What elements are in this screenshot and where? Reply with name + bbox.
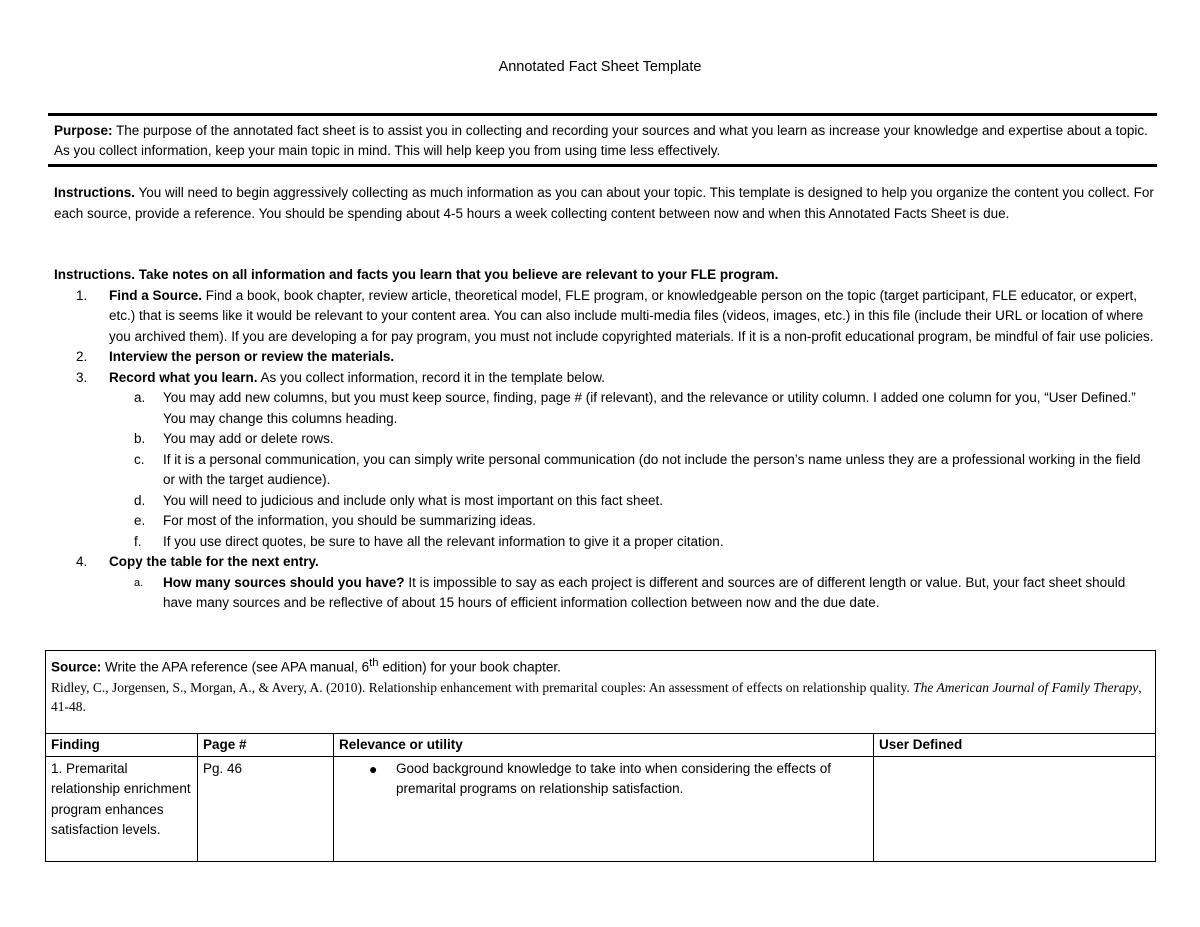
source-table	[45, 650, 1156, 862]
instructions-label: Instructions.	[54, 185, 136, 200]
list-item	[54, 286, 1154, 348]
purpose-text: The purpose of the annotated fact sheet is to assist you in collecting and recording your sources and what you learn as increase your knowledge and expertise about a topic. As you collect information, keep your main topic in mind. This will help keep you from using time less effectively.	[54, 123, 1148, 158]
sub-list-item	[109, 388, 1154, 429]
sub-list-letter: c.	[134, 451, 145, 467]
header-relevance: Relevance or utility	[334, 734, 874, 757]
sub-list-item	[109, 450, 1154, 491]
header-row	[46, 734, 1156, 757]
purpose-label: Purpose:	[54, 123, 113, 138]
list-item-label: Copy the table for the next entry.	[109, 554, 319, 569]
source-row	[46, 651, 1156, 734]
list-item-text: As you collect information, record it in the template below.	[257, 369, 605, 385]
instructions-list	[54, 286, 1154, 614]
header-finding: Finding	[46, 734, 198, 757]
page-cell[interactable]: Pg. 46	[198, 756, 334, 861]
source-instruction	[51, 653, 1150, 678]
sub-list-letter: f.	[134, 533, 142, 549]
header-page: Page #	[198, 734, 334, 757]
list-number: 3.	[76, 369, 88, 385]
citation-pages: , 41-48.	[51, 680, 1142, 714]
source-label: Source:	[51, 659, 102, 675]
relevance-text: Good background knowledge to take into when considering the effects of premarital programs on relationship satisfaction.	[396, 760, 832, 796]
sub-list-text: For most of the information, you should be summarizing ideas.	[163, 513, 536, 528]
sub-list-text: It is impossible to say as each project is different and sources are of different length or value. But, your fact sheet should have many sources and be reflective of about 15 hours of efficient information collection between now and the due date.	[163, 574, 1126, 610]
bullet-icon: ●	[369, 760, 378, 777]
instructions-list-section	[54, 265, 1154, 614]
list-item-label: Interview the person or review the materials.	[109, 349, 395, 364]
finding-cell[interactable]: 1. Premarital relationship enrichment program enhances satisfaction levels.	[46, 756, 198, 861]
sub-list-letter: d.	[134, 492, 146, 508]
list-item-text: Find a book, book chapter, review article, theoretical model, FLE program, or knowledgeable person on the topic (target participant, FLE educator, or expert, etc.) that is seems like it would be relevant to your content area. You can also include multi-media files (videos, images, etc.) in this file (include their URL or location of where you archived them). If you are developing a for pay program, you must not include copyrighted materials. If it is a non-profit educational program, be mindful of fair use policies.	[109, 287, 1154, 344]
sub-list-text: You may add or delete rows.	[163, 431, 334, 446]
sub-list-label: How many sources should you have?	[163, 574, 405, 590]
instructions-heading: Instructions. Take notes on all information and facts you learn that you believe are relevant to your FLE program.	[54, 267, 779, 282]
sub-list-item	[109, 573, 1154, 614]
list-number: 1.	[76, 287, 88, 303]
purpose-section	[48, 113, 1157, 167]
source-cell[interactable]	[46, 651, 1156, 734]
citation-text: Ridley, C., Jorgensen, S., Morgan, A., & Avery, A. (2010). Relationship enhancement with premarital couples: An assessment of effects on relationship quality.	[51, 680, 914, 695]
list-item	[54, 368, 1154, 553]
sub-list-letter: e.	[134, 513, 146, 528]
source-text: Write the APA reference (see APA manual, 6	[101, 659, 370, 675]
citation-journal: The American Journal of Family Therapy	[913, 680, 1139, 695]
sub-list-letter: b.	[134, 431, 146, 446]
instructions-text: You will need to begin aggressively collecting as much information as you can about your topic. This template is designed to help you organize the content you collect. For each source, provide a reference. You should be spending about 4-5 hours a week collecting content between now and when this Annotated Facts Sheet is due.	[54, 185, 1154, 221]
sub-list-text: If it is a personal communication, you can simply write personal communication (do not include the person’s name unless they are a professional working in the field or with the target audience).	[163, 451, 1141, 487]
list-number: 2.	[76, 349, 88, 364]
list-item	[54, 347, 1154, 368]
list-number: 4.	[76, 554, 88, 569]
user-defined-cell[interactable]	[874, 756, 1156, 861]
sub-list-item	[109, 491, 1154, 512]
source-text-end: edition) for your book chapter.	[378, 659, 561, 675]
list-item-label: Find a Source.	[109, 287, 203, 303]
page-title: Annotated Fact Sheet Template	[498, 59, 702, 75]
sub-list-text: If you use direct quotes, be sure to have all the relevant information to give it a proper citation.	[163, 533, 724, 549]
sub-list-item	[109, 429, 1154, 450]
list-item	[54, 552, 1154, 614]
instructions-paragraph	[54, 183, 1154, 224]
sub-list-letter: a.	[134, 576, 144, 589]
sub-list-item	[109, 511, 1154, 532]
sub-list-letter: a.	[134, 390, 146, 405]
relevance-cell[interactable]	[334, 756, 874, 861]
table-row	[46, 756, 1156, 861]
sub-list	[109, 388, 1154, 552]
sub-list	[109, 573, 1154, 614]
apa-citation	[51, 678, 1150, 716]
source-superscript: th	[369, 657, 379, 669]
list-item-label: Record what you learn.	[109, 369, 258, 385]
bullet-item	[339, 759, 868, 800]
sub-list-text: You may add new columns, but you must keep source, finding, page # (if relevant), and the relevance or utility column. I added one column for you, “User Defined.” You may change this columns heading.	[163, 390, 1136, 426]
sub-list-item	[109, 532, 1154, 553]
header-user-defined: User Defined	[874, 734, 1156, 757]
sub-list-text: You will need to judicious and include only what is most important on this fact sheet.	[163, 492, 664, 508]
